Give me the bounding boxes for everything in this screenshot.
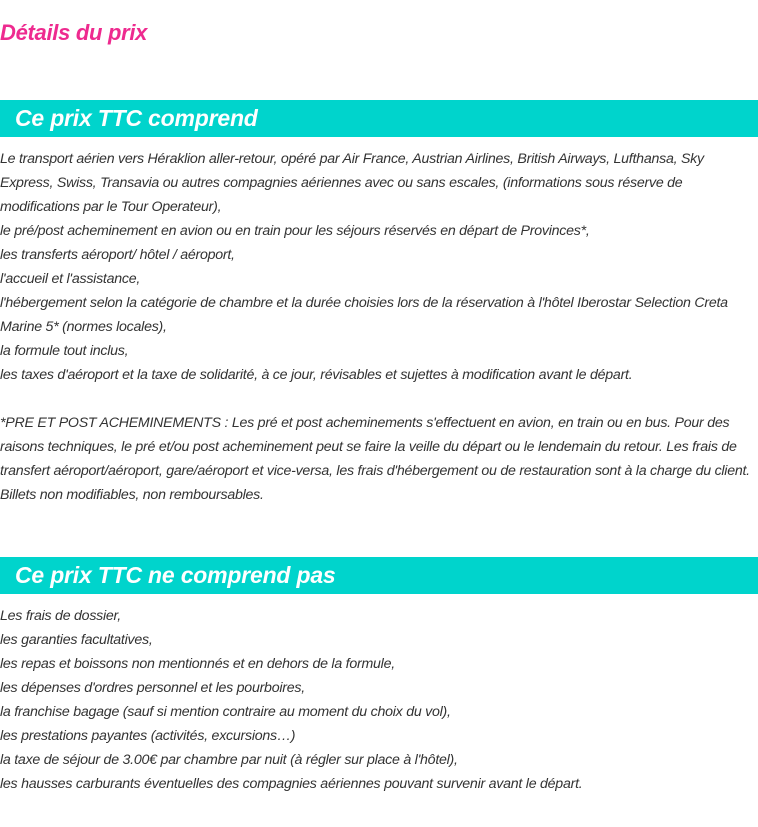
excluded-section-header: [0, 557, 758, 594]
acheminement-note-text: *PRE ET POST ACHEMINEMENTS : Les pré et post acheminements s'effectuent en avion, en train ou en bus. Pour des raisons techniques, le pré et/ou post acheminement peut se faire la veille du départ ou le lendemain du retour. Les frais de transfert aéroport/aéroport, gare/aéroport et vice-versa, les frais d'hébergement ou de restauration sont à la charge du client. Billets non modifiables, non remboursables.: [0, 415, 750, 503]
included-item: la formule tout inclus,: [0, 343, 129, 359]
included-item: l'hébergement selon la catégorie de chambre et la durée choisies lors de la réservation à l'hôtel Iberostar Selection Creta Marine 5* (normes locales),: [0, 295, 728, 335]
included-item: l'accueil et l'assistance,: [0, 271, 141, 287]
excluded-items-list: [0, 604, 758, 796]
excluded-item: Les frais de dossier,: [0, 608, 121, 624]
included-item: les taxes d'aéroport et la taxe de solidarité, à ce jour, révisables et sujettes à modification avant le départ.: [0, 367, 633, 383]
excluded-item: la franchise bagage (sauf si mention contraire au moment du choix du vol),: [0, 704, 451, 720]
excluded-item: la taxe de séjour de 3.00€ par chambre par nuit (à régler sur place à l'hôtel),: [0, 752, 458, 768]
included-item: les transferts aéroport/ hôtel / aéroport,: [0, 247, 235, 263]
acheminement-note: [0, 411, 758, 507]
excluded-item: les hausses carburants éventuelles des compagnies aériennes pouvant survenir avant le départ.: [0, 776, 583, 792]
included-items-list: [0, 147, 758, 387]
included-item: Le transport aérien vers Héraklion aller-retour, opéré par Air France, Austrian Airlines, British Airways, Lufthansa, Sky Express, Swiss, Transavia ou autres compagnies aériennes avec ou sans escales, (informations sous réserve de modifications par le Tour Operateur),: [0, 151, 704, 215]
included-section-heading: Ce prix TTC comprend: [15, 105, 258, 131]
excluded-section-heading: Ce prix TTC ne comprend pas: [15, 562, 336, 588]
included-item: le pré/post acheminement en avion ou en train pour les séjours réservés en départ de Provinces*,: [0, 223, 590, 239]
page-title: Détails du prix: [0, 20, 148, 45]
excluded-item: les dépenses d'ordres personnel et les pourboires,: [0, 680, 305, 696]
excluded-item: les prestations payantes (activités, excursions…): [0, 728, 296, 744]
included-section-header: [0, 100, 758, 137]
excluded-item: les garanties facultatives,: [0, 632, 153, 648]
excluded-item: les repas et boissons non mentionnés et en dehors de la formule,: [0, 656, 395, 672]
